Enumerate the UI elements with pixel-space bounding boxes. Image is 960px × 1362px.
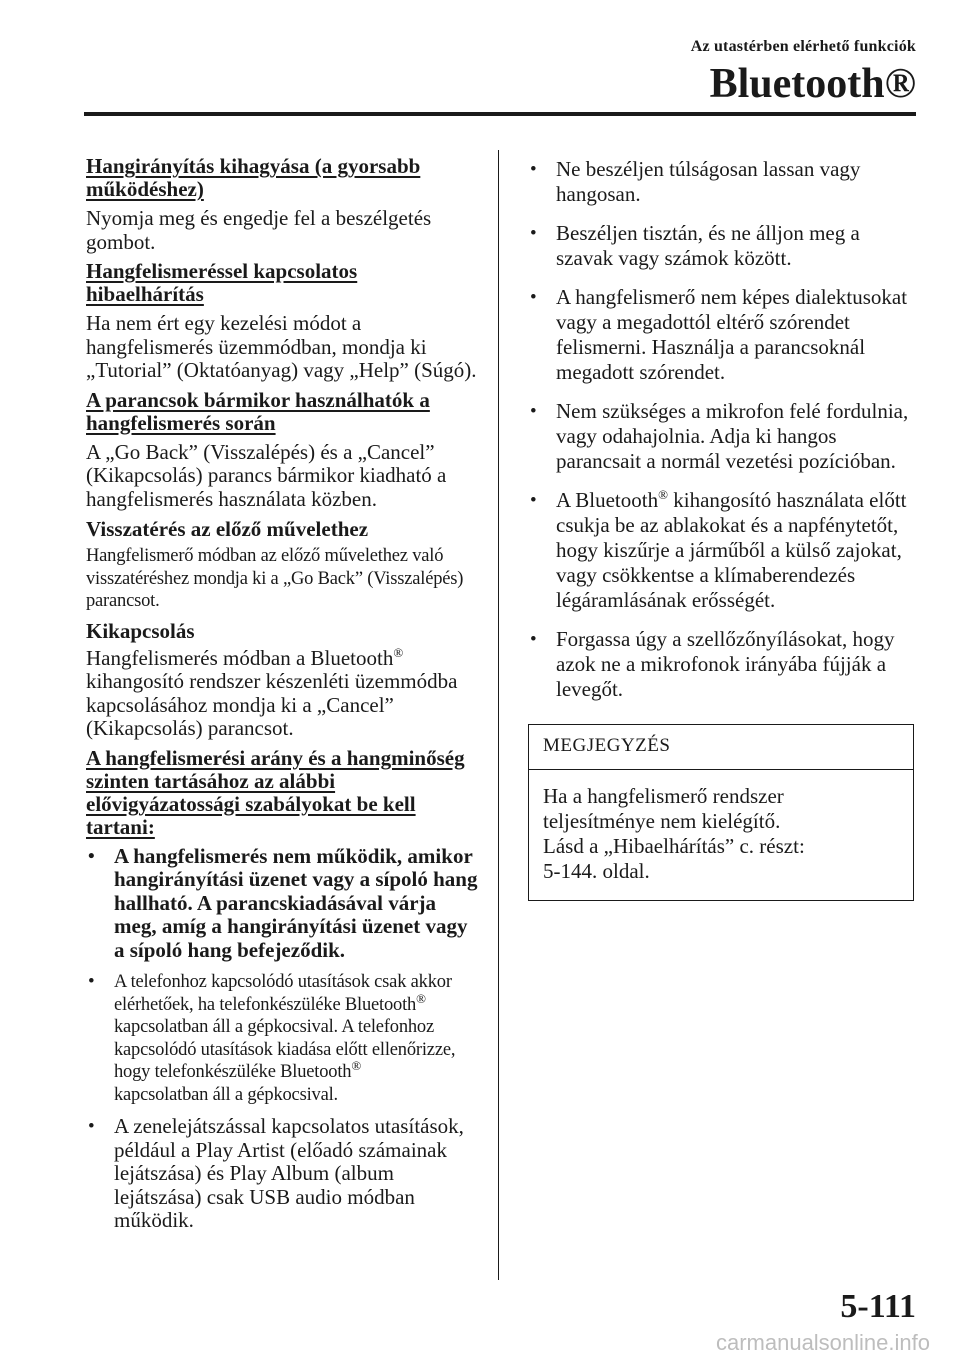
list-item: • Beszéljen tisztán, és ne álljon meg a szavak vagy számok között. bbox=[530, 221, 860, 270]
list-item: • A telefonhoz kapcsolódó utasítások csak akkor elérhetőek, ha telefonkészüléke Bluetooth® kapcsolatban áll a gépkocsival. A telefonhoz kapcsolódó utasítások kiadása előtt ellenőrizze, hogy telefonkészüléke Bluetooth® kapcsolatban áll a gépkocsival. bbox=[88, 971, 456, 1105]
heading-go-back: Visszatérés az előző művelethez bbox=[86, 517, 369, 541]
bullet-icon: • bbox=[530, 401, 537, 422]
list-item: • Ne beszéljen túlságosan lassan vagy hangosan. bbox=[530, 157, 861, 206]
list-item: • A Bluetooth® kihangosító használata előtt csukja be az ablakokat és a napfénytetőt, hogy kiszűrje a járműből a külső zajokat, vagy csökkentse a klímaberendezés légáramlásának erősségét. bbox=[530, 487, 907, 612]
registered-mark: ® bbox=[416, 990, 426, 1006]
registered-mark: ® bbox=[393, 644, 404, 660]
header-rule bbox=[84, 112, 916, 116]
bullet-icon: • bbox=[530, 629, 537, 650]
bullet-icon: • bbox=[530, 490, 537, 511]
bullet-icon: • bbox=[88, 971, 95, 992]
paragraph-cancel: Hangfelismerés módban a Bluetooth® kihangosító rendszer készenléti üzemmódba kapcsolásához mondja ki a „Cancel” (Kikapcsolás) parancsot. bbox=[86, 644, 458, 740]
note-title: MEGJEGYZÉS bbox=[529, 725, 913, 770]
watermark: carmanualsonline.info bbox=[715, 1330, 930, 1355]
heading-recognition-precautions: A hangfelismerési arány és a hangminőség szinten tartásához az alábbi elővigyázatossági szabályokat be kell tartani: bbox=[86, 745, 465, 839]
heading-voice-troubleshooting: Hangfelismeréssel kapcsolatos hibaelhárítás bbox=[86, 259, 358, 306]
running-header-section: Az utastérben elérhető funkciók bbox=[690, 38, 916, 55]
note-box bbox=[528, 724, 914, 901]
list-item: • A hangfelismerés nem működik, amikor hangirányítási üzenet vagy a sípoló hang hallható. A parancskiadásával várja meg, amíg a hangirányítási üzenet vagy a sípoló hang befejeződik. bbox=[88, 843, 478, 962]
right-column bbox=[528, 157, 918, 901]
bullet-icon: • bbox=[88, 845, 95, 867]
paragraph-voice-troubleshooting: Ha nem ért egy kezelési módot a hangfelismerés üzemmódban, mondja ki „Tutorial” (Oktatóanyag) vagy „Help” (Súgó). bbox=[86, 311, 477, 382]
page-number: 5-111 bbox=[840, 1288, 916, 1325]
note-body: Ha a hangfelismerő rendszer teljesítménye nem kielégítő. Lásd a „Hibaelhárítás” c. részt: 5-144. oldal. bbox=[543, 784, 805, 883]
list-item: • A hangfelismerő nem képes dialektusokat vagy a megadottól eltérő szórendet felismerni. Használja a parancsoknál megadott szórendet. bbox=[530, 285, 908, 384]
left-column bbox=[86, 155, 478, 1242]
heading-cancel: Kikapcsolás bbox=[86, 618, 195, 643]
bullet-icon: • bbox=[88, 1116, 95, 1137]
registered-mark: ® bbox=[351, 1057, 362, 1073]
running-header-title: Bluetooth® bbox=[709, 61, 916, 107]
paragraph-skip-voice-guidance: Nyomja meg és engedje fel a beszélgetés gombot. bbox=[86, 206, 432, 254]
heading-commands-anytime: A parancsok bármikor használhatók a hangfelismerés során bbox=[86, 387, 430, 435]
paragraph-commands-anytime: A „Go Back” (Visszalépés) és a „Cancel” (Kikapcsolás) parancs bármikor kiadható a hangfelismerés használata közben. bbox=[86, 439, 447, 511]
list-item: • Forgassa úgy a szellőzőnyílásokat, hogy azok ne a mikrofonok irányába fújják a levegőt. bbox=[530, 627, 895, 701]
bullet-icon: • bbox=[530, 223, 537, 244]
column-divider bbox=[498, 150, 499, 1280]
list-item: • Nem szükséges a mikrofon felé fordulnia, vagy odahajolnia. Adja ki hangos parancsait a normál vezetési pozícióban. bbox=[530, 399, 909, 473]
bullet-icon: • bbox=[530, 159, 537, 180]
paragraph-go-back: Hangfelismerő módban az előző művelethez való visszatéréshez mondja ki a „Go Back” (Visszalépés) parancsot. bbox=[86, 546, 464, 611]
bullet-icon: • bbox=[530, 287, 537, 308]
registered-mark: ® bbox=[658, 487, 668, 502]
heading-skip-voice-guidance: Hangirányítás kihagyása (a gyorsabb működéshez) bbox=[86, 154, 421, 201]
list-item: • A zenelejátszással kapcsolatos utasítások, például a Play Artist (előadó számainak lejátszása) és Play Album (album lejátszása) csak USB audio módban működik. bbox=[88, 1114, 464, 1232]
